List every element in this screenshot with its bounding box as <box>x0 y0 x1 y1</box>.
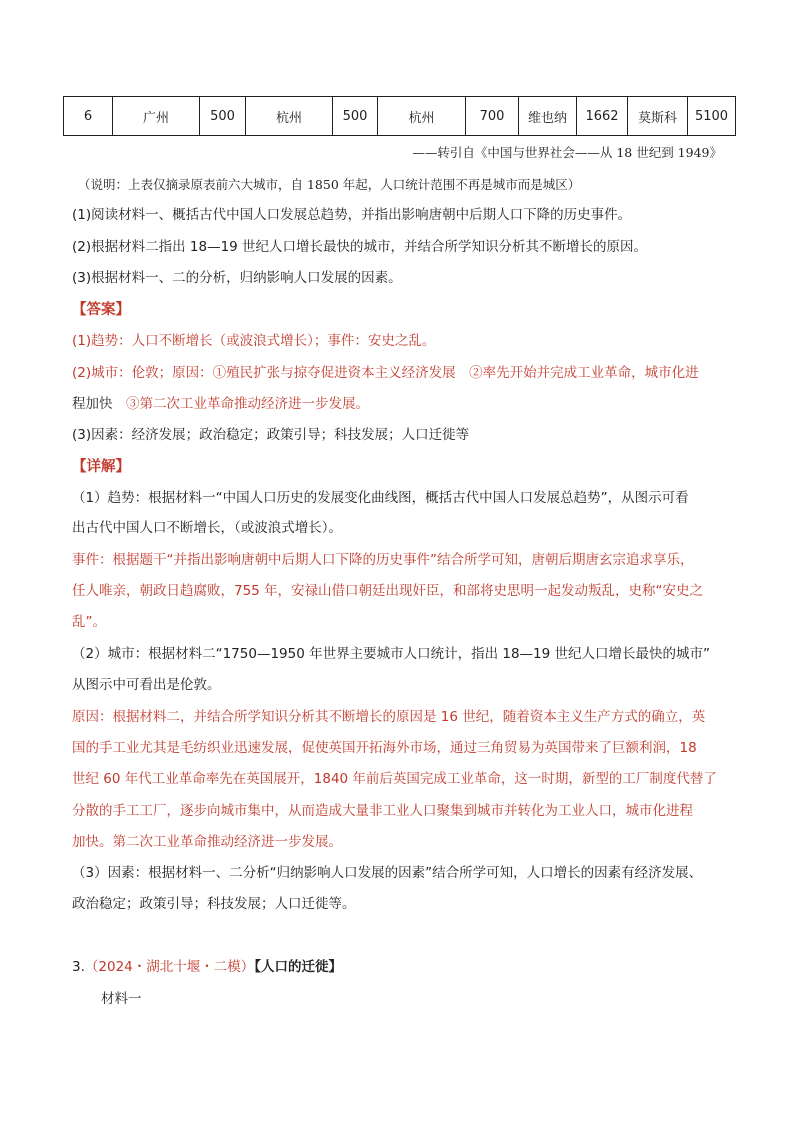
detail-line: 加快。第二次工业革命推动经济进一步发展。 <box>72 834 342 850</box>
detail-line: 乱”。 <box>72 614 106 630</box>
question-topic: 【人口的迁徙】 <box>254 959 342 975</box>
detail-line: （3）因素：根据材料一、二分析“归纳影响人口发展的因素”结合所学可知，人口增长的因素有经济发展、 <box>72 865 703 881</box>
answer-2-reason-1: ①殖民扩张与掠夺促进资本主义经济发展 ②率先开始并完成工业革命，城市化进 <box>212 365 699 381</box>
answer-2-continued <box>72 394 369 414</box>
detail-line: 事件：根据题干“并指出影响唐朝中后期人口下降的历史事件”结合所学可知，唐朝后期唐玄宗追求享乐， <box>72 552 694 568</box>
question-source: （2024・湖北十堰・二模） <box>84 959 255 975</box>
answer-2 <box>72 363 699 383</box>
question-2: (2)根据材料二指出 18—19 世纪人口增长最快的城市，并结合所学知识分析其不断增长的原因。 <box>72 239 648 255</box>
detail-line: 原因：根据材料二，并结合所学知识分析其不断增长的原因是 16 世纪，随着资本主义生产方式的确立，英 <box>72 709 706 725</box>
table-cell: 500 <box>333 97 378 136</box>
table-cell: 杭州 <box>246 97 333 136</box>
question-3-heading <box>72 957 342 977</box>
detail-line: （2）城市：根据材料二“1750—1950 年世界主要城市人口统计，指出 18—19 世纪人口增长最快的城市” <box>72 646 711 662</box>
answer-1: (1)趋势：人口不断增长（或波浪式增长）；事件：安史之乱。 <box>72 333 436 349</box>
table-note: （说明：上表仅摘录原表前六大城市，自 1850 年起，人口统计范围不再是城市而是城区） <box>78 177 581 192</box>
table-cell: 杭州 <box>378 97 466 136</box>
table-cell: 广州 <box>113 97 200 136</box>
detail-line: 世纪 60 年代工业革命率先在英国展开，1840 年前后英国完成工业革命，这一时期，新型的工厂制度代替了 <box>72 771 717 787</box>
table-cell: 1662 <box>577 97 628 136</box>
answer-2-prefix: (2)城市：伦敦；原因： <box>72 365 213 381</box>
population-table <box>63 96 736 136</box>
detail-line: 从图示中可看出是伦敦。 <box>72 677 221 693</box>
question-1: (1)阅读材料一、概括古代中国人口发展总趋势，并指出影响唐朝中后期人口下降的历史事件。 <box>72 207 632 223</box>
detail-line: 政治稳定；政策引导；科技发展；人口迁徙等。 <box>72 896 356 912</box>
detail-header: 【详解】 <box>72 459 130 475</box>
table-cell: 500 <box>200 97 246 136</box>
table-cell: 莫斯科 <box>628 97 688 136</box>
table-cell: 6 <box>64 97 113 136</box>
answer-2-cont: 程加快 <box>72 396 126 412</box>
table-cell: 维也纳 <box>519 97 577 136</box>
detail-line: 出古代中国人口不断增长，（或波浪式增长）。 <box>72 520 342 536</box>
table-cell: 5100 <box>688 97 736 136</box>
detail-line: 分散的手工工厂，逐步向城市集中，从而造成大量非工业人口聚集到城市并转化为工业人口，城市化进程 <box>72 803 693 819</box>
question-number: 3. <box>72 959 85 975</box>
question-3: (3)根据材料一、二的分析，归纳影响人口发展的因素。 <box>72 270 402 286</box>
answer-2-reason-3: ③第二次工业革命推动经济进一步发展。 <box>126 396 369 412</box>
answer-3: (3)因素：经济发展；政治稳定；政策引导；科技发展；人口迁徙等 <box>72 427 470 443</box>
material-label: 材料一 <box>101 991 142 1007</box>
table-source: ——转引自《中国与世界社会——从 18 世纪到 1949》 <box>412 145 722 160</box>
detail-line: 国的手工业尤其是毛纺织业迅速发展，促使英国开拓海外市场，通过三角贸易为英国带来了巨额利润，18 <box>72 740 697 756</box>
detail-line: 任人唯亲，朝政日趋腐败，755 年，安禄山借口朝廷出现奸臣，和部将史思明一起发动叛乱，史称“安史之 <box>72 583 704 599</box>
table-row <box>64 97 736 136</box>
table-cell: 700 <box>466 97 519 136</box>
detail-line: （1）趋势：根据材料一“中国人口历史的发展变化曲线图，概括古代中国人口发展总趋势”，从图示可看 <box>72 490 689 506</box>
answer-header: 【答案】 <box>72 302 130 318</box>
